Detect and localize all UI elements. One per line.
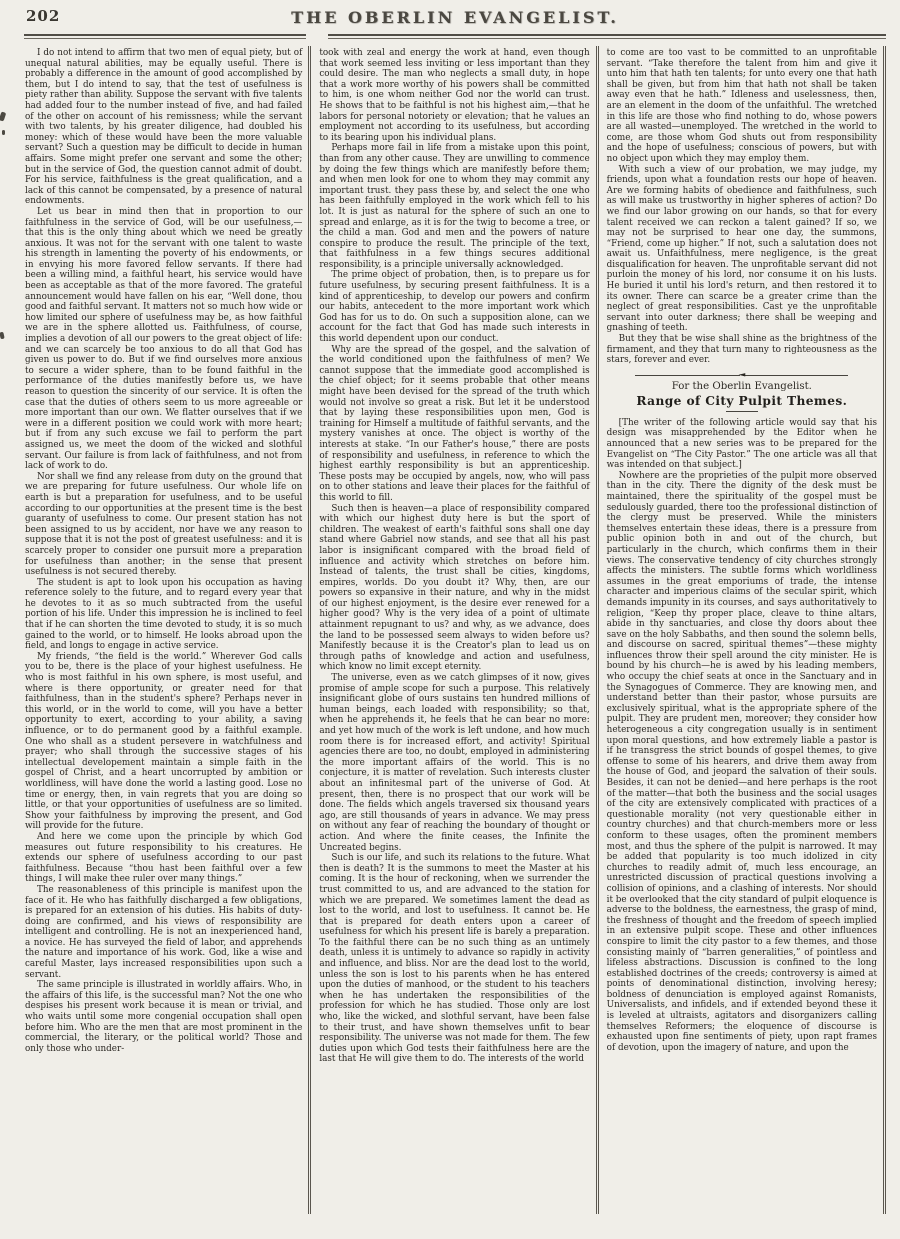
- sermon-paragraph: Nor shall we find any release from duty on the ground that we are preparing for future usefulness. Our whole life on earth is but a preparation for usefulness, and to be useful according to our opportunities at the present time is the best guaranty of usefulness to come. Our present station has not been assigned to us by accident, nor have we any reason to suppose that it is not the post of greatest usefulness: and it is scarcely proper to consider one pursuit more a preparation for usefulness than another; in the sense that present usefulness is not secured thereby.: [25, 471, 303, 578]
- sermon-paragraph: Perhaps more fail in life from a mistake upon this point, than from any other cause. They are unwilling to commence by doing the few things which are manifestly before them; and when men look for one to whom they may commit any important trust. they pass these by, and select the one who has been faithfully employed in the work which fell to his lot. It is just as natural for the sphere of such an one to spread and enlarge, as it is for the twig to become a tree, or the child a man. God and men and the powers of nature conspire to produce the result. The principle of the text, that faithfulness in a few things secures additional responsibility, is a principle universally acknowledged.: [319, 143, 590, 270]
- scan-artifact: [0, 111, 6, 121]
- column-1: [24, 46, 311, 1214]
- title-rule: [726, 411, 758, 412]
- sermon-paragraph: to come are too vast to be committed to an unprofitable servant. “Take therefore the talent from him and give it unto him that hath ten talents; for unto every one that hath shall be given, but from him that hath not shall be taken away even that he hath.” Idleness and uselessness, then, are an element in the doom of the unfaithful. The wretched in this life are those who find nothing to do, whose powers are all wasted—unemployed. The wretched in the world to come, are those whom God shuts out from responsibility and the hope of usefulness; conscious of powers, but with no object upon which they may employ them.: [606, 48, 877, 164]
- sermon-paragraph: took with zeal and energy the work at hand, even though that work seemed less inviting or less important than they could desire. The man who neglects a small duty, in hope that a work more worthy of his powers shall be committed to him, is one whom neither God nor the world can trust. He shows that to be faithful is not his highest aim,—that he labors for personal notoriety or elevation; that he values an employment not according to its usefulness, but according to its bearing upon his individual plans.: [319, 48, 590, 143]
- header-rule-right: [328, 34, 886, 39]
- sermon-paragraph: The reasonableness of this principle is manifest upon the face of it. He who has faithfully discharged a few obligations, is prepared for an extension of his duties. His habits of duty-doing are confirmed, and his views of responsibility are intelligent and controlling. He is not an inexperienced hand, a novice. He has surveyed the field of labor, and apprehends the nature and importance of his work. God, like a wise and careful Master, lays increased responsibilities upon such a servant.: [25, 884, 303, 980]
- editor-note-paragraph: [The writer of the following article would say that his design was misapprehended by the Editor when he announced that a new series was to be prepared for the Evangelist on “The City Pastor.” The one article was all that was intended on that subject.]: [606, 417, 877, 471]
- sermon-paragraph: Such then is heaven—a place of responsibility compared with which our highest duty here is but the sport of children. The weakest of earth's faithful sons shall one day stand where Gabriel now stands, and see that all his past labor is insignificant compared with the broad field of influence and activity which stretches on before him. Instead of talents, the trust shall be cities, kingdoms, empires, worlds. Do you doubt it? Why, then, are our powers so expansive in their nature, and why in the midst of our highest enjoyment, is the desire ever renewed for a higher good? Why is the very idea of a point of ultimate attainment repugnant to us? and why, as we advance, does the land to be possessed seem always to widen before us? Manifestly because it is the Creator's plan to lead us on through paths of knowledge and action and usefulness, which know no limit except eternity.: [319, 503, 590, 673]
- header-rule: [24, 34, 886, 39]
- scan-artifact: [2, 130, 5, 135]
- article-title: Range of City Pulpit Themes.: [636, 393, 848, 408]
- masthead-title: THE OBERLIN EVANGELIST.: [291, 8, 619, 27]
- sermon-paragraph: My friends, “the field is the world.” Wherever God calls you to be, there is the place of your highest usefulness. He who is most faithful in his own sphere, is most useful, and where is there opportunity, or greater need for that faithfulness, than in the student's sphere? Perhaps never in this world, or in the world to come, will you have a better opportunity to exert, according to your ability, a saving influence, or to do permanent good by a faithful example. One who shall as a student persevere in watchfulness and prayer; who shall through the successive stages of his intellectual developement maintain a simple faith in the gospel of Christ, and a heart uncorrupted by ambition or worldliness, will have done the world a lasting good. Lose no time or energy, then, in vain regrets that you are doing so little, or that your opportunities of usefulness are so limited. Show your faithfulness by improving the present, and God will provide for the future.: [25, 651, 303, 832]
- sermon-paragraph: Why are the spread of the gospel, and the salvation of the world conditioned upon the faithfulness of men? We cannot suppose that the immediate good accomplished is the chief object; for it seems probable that other means might have been devised for the spread of the truth which would not involve so great a risk. But let it be understood that by laying these responsibilities upon men, God is training for Himself a multitude of faithful servants, and the mystery vanishes at once. The object is worthy of the interests at stake. “In our Father's house,” there are posts of responsibility and usefulness, in reference to which the highest earthly responsibility is but an apprenticeship. These posts may be occupied by angels, now, who will pass on to other stations and leave their places for the faithful of this world to fill.: [319, 344, 590, 503]
- divider-line: [635, 375, 740, 376]
- article-body-paragraph: Nowhere are the proprieties of the pulpit more observed than in the city. There the dignity of the desk must be maintained, there the spirituality of the gospel must be sedulously guarded, there too the professional distinction of the clergy must be preserved. While the ministers themselves entertain these ideas, there is a pressure from public opinion both in and out of the church, but particularly in the church, which confirms them in their views. The conservative tendency of city churches strongly affects the ministers. The subtle forms which worldliness assumes in the great emporiums of trade, the intense character and imperious claims of the secular spirit, which demands impunity in its courses, and says authoritatively to religion, “Keep thy proper place, cleave to thine altars, abide in thy sanctuaries, and close thy doors about thee save on the holy Sabbaths, and then sound the solemn bells, and discourse on sacred, spiritual themes”—these mighty influences throw their spell around the city minister. He is bound by his church—he is awed by his leading members, who occupy the chief seats at once in the Sanctuary and in the Synagogues of Commerce. They are knowing men, and understand better than their pastor, whose pursuits are exclusively spiritual, what is the appropriate sphere of the pulpit. They are prudent men, moreover; they consider how heterogeneous a city congregation usually is in sentiment upon moral questions, and how extremely liable a pastor is if he transgress the strict bounds of gospel themes, to give offense to some of his hearers, and drive them away from the house of God, and jeopard the salvation of their souls. Besides, it can not be denied—and here perhaps is the root of the matter—that both the business and the social usages of the city are extensively complicated with practices of a questionable morality (not very questionable either in country churches) and that church-members more or less conform to these usages, often the prominent members most, and thus the sphere of the pulpit is narrowed. It may be added that popularity is too much idolized in city churches to readily admit of, much less encourage, an unrestricted discussion of practical questions involving a collision of opinions, and a clashing of interests. Nor should it be overlooked that the city standard of pulpit eloquence is adverse to the boldness, the earnestness, the grasp of mind, the freshness of thought and the freedom of speech implied in an extensive pulpit scope. These and other influences conspire to limit the city pastor to a few themes, and those consisting mainly of “barren generalities,” of pointless and lifeless abstractions. Discussion is confined to the long established doctrines of the creeds; controversy is aimed at points of denominational distinction, involving heresy; boldness of denunciation is employed against Romanists, Universalists, and infidels, and if extended beyond these it is leveled at ultraists, agitators and disorganizers calling themselves Reformers; the eloquence of discourse is exhausted upon fine sentiments of piety, upon rapt frames of devotion, upon the imagery of nature, and upon the: [606, 470, 877, 1053]
- columns-container: [24, 46, 886, 1214]
- sermon-paragraph: The same principle is illustrated in worldly affairs. Who, in the affairs of this life, is the successful man? Not the one who despises his present work because it is mean or trivial, and who waits until some more congenial occupation shall open before him. Who are the men that are most prominent in the commercial, the literary, or the political world? Those and only those who under-: [25, 980, 303, 1054]
- sermon-paragraph: But they that be wise shall shine as the brightness of the firmament, and they that turn many to righteousness as the stars, forever and ever.: [606, 334, 877, 366]
- sermon-paragraph: With such a view of our probation, we may judge, my friends, upon what a foundation rests our hope of heaven. Are we forming habits of obedience and faithfulness, such as will make us trustworthy in higher spheres of action? Do we find our labor growing on our hands, so that for every talent received we can reckon a talent gained? If so, we may not be surprised to hear one day, the summons, “Friend, come up higher.” If not, such a salutation does not await us. Unfaithfulness, mere negligence, is the great disqualification for heaven. The unprofitable servant did not purloin the money of his lord, nor consume it on his lusts. He buried it until his lord's return, and then restored it to its owner. There can scarce be a greater crime than the neglect of great responsibilities. Cast ye the unprofitable servant into outer darkness; there shall be weeping and gnashing of teeth.: [606, 164, 877, 334]
- divider-line: [743, 375, 848, 376]
- scan-artifact: [0, 332, 5, 340]
- column-2: [311, 46, 598, 1214]
- sermon-paragraph: The student is apt to look upon his occupation as having reference solely to the future, and to regard every year that he devotes to it as so much subtracted from the useful portion of his life. Under this impression he is inclined to feel that if he can shorten the time devoted to study, it is so much gained to the world, or to himself. He looks abroad upon the field, and longs to engage in active service.: [25, 577, 303, 652]
- sermon-paragraph: The prime object of probation, then, is to prepare us for future usefulness, by securing present faithfulness. It is a kind of apprenticeship, to develop our powers and confirm our habits, antecedent to the more important work which God has for us to do. On such a supposition alone, can we account for the fact that God has made such interests in this world dependent upon our conduct.: [319, 270, 590, 345]
- sermon-paragraph: The universe, even as we catch glimpses of it now, gives promise of ample scope for such a purpose. This relatively insignificant globe of ours sustains ten hundred millions of human beings, each loaded with responsibility; so that, when he apprehends it, he feels that he can bear no more: and yet how much of the work is left undone, and how much room there is for increased effort, and activity! Spiritual agencies there are too, no doubt, employed in administering the more important affairs of the world. This is no conjecture, it is matter of revelation. Such interests cluster about an infinitesmal part of the universe of God. At present, then, there is no prospect that our work will be done. The fields which angels traversed six thousand years ago, are still thousands of years in advance. We may press on without any fear of reaching the boundary of thought or action. And where the finite ceases, the Infinite the Uncreated begins.: [319, 673, 590, 853]
- column-3: [599, 46, 886, 1214]
- section-divider: [633, 371, 851, 379]
- sermon-paragraph: Let us bear in mind then that in proportion to our faithfulness in the service of God, will be our usefulness,—that this is the only thing about which we need be greatly anxious. It was not for the servant with one talent to waste his strength in lamenting the poverty of his endowments, or in envying his more favored fellow servants. If there had been a willing mind, a faithful heart, his service would have been as acceptable as that of the more favored. The grateful announcement would have fallen on his ear, “Well done, thou good and faithful servant. It matters not so much how wide or how limited our sphere of usefulness may be, as how faithful we are in the sphere allotted us. Faithfulness, of course, implies a devotion of all our powers to the great object of life: and we can scarcely be too anxious to do all that God has given us power to do. But if we find ourselves more anxious to secure a wider sphere, than to be found faithful in the performance of the duties manifestly before us, we have reason to question the sincerity of our service. It is often the case that the duties of others seem to us more agreeable or more important than our own. We flatter ourselves that if we were in a different position we could work with more heart; but if from any such excuse we fail to perform the part assigned us, we meet the doom of the wicked and slothful servant. Our failure is from lack of faithfulness, and not from lack of work to do.: [25, 206, 303, 472]
- sermon-paragraph: And here we come upon the principle by which God measures out future responsibility to his creatures. He extends our sphere of usefulness according to our past faithfulness. Because “thou hast been faithful over a few things, I will make thee ruler over many things.”: [25, 831, 303, 885]
- page-header: [24, 4, 886, 31]
- header-rule-left: [24, 34, 306, 39]
- sermon-paragraph: Such is our life, and such its relations to the future. What then is death? It is the summons to meet the Master at his coming. It is the hour of reckoning, when we surrender the trust committed to us, and are advanced to the station for which we are prepared. We sometimes lament the dead as lost to the world, and lost to usefulness. It cannot be. He that is prepared for death enters upon a career of usefulness for which his present life is barely a preparation. To the faithful there can be no such thing as an untimely death, unless it is untimely to advance so rapidly in activity and influence, and bliss. Nor are the dead lost to the world, unless the son is lost to his parents when he has entered upon the duties of manhood, or the student to his teachers when he has undertaken the responsibilities of the profession for which he has studied. Those only are lost who, like the wicked, and slothful servant, have been false to their trust, and have shown themselves unfit to bear responsibility. The universe was not made for them. The few duties upon which God tests their faithfulness here are the last that He will give them to do. The interests of the world: [319, 853, 590, 1065]
- sermon-paragraph: I do not intend to affirm that two men of equal piety, but of unequal natural abilities, may be equally useful. There is probably a difference in the amount of good accomplished by them, but I do intend to say, that the test of usefulness is piety rather than ability. Suppose the servant with five talents had added four to the number instead of five, and had failed of the other on account of his remissness; while the servant with two talents, by his greater diligence, had doubled his money: which of these would have been the more valuable servant? Such a question may be difficult to decide in human affairs. Some might prefer one servant and some the other; but in the service of God, the question cannot admit of doubt. For his service, faithfulness is the great qualification, and a lack of this cannot be compensated, by a presence of natural endowments.: [25, 48, 303, 207]
- article-attribution: For the Oberlin Evangelist.: [671, 380, 812, 392]
- divider-arrow-icon: ◄: [738, 371, 746, 379]
- page-number: 202: [26, 7, 61, 25]
